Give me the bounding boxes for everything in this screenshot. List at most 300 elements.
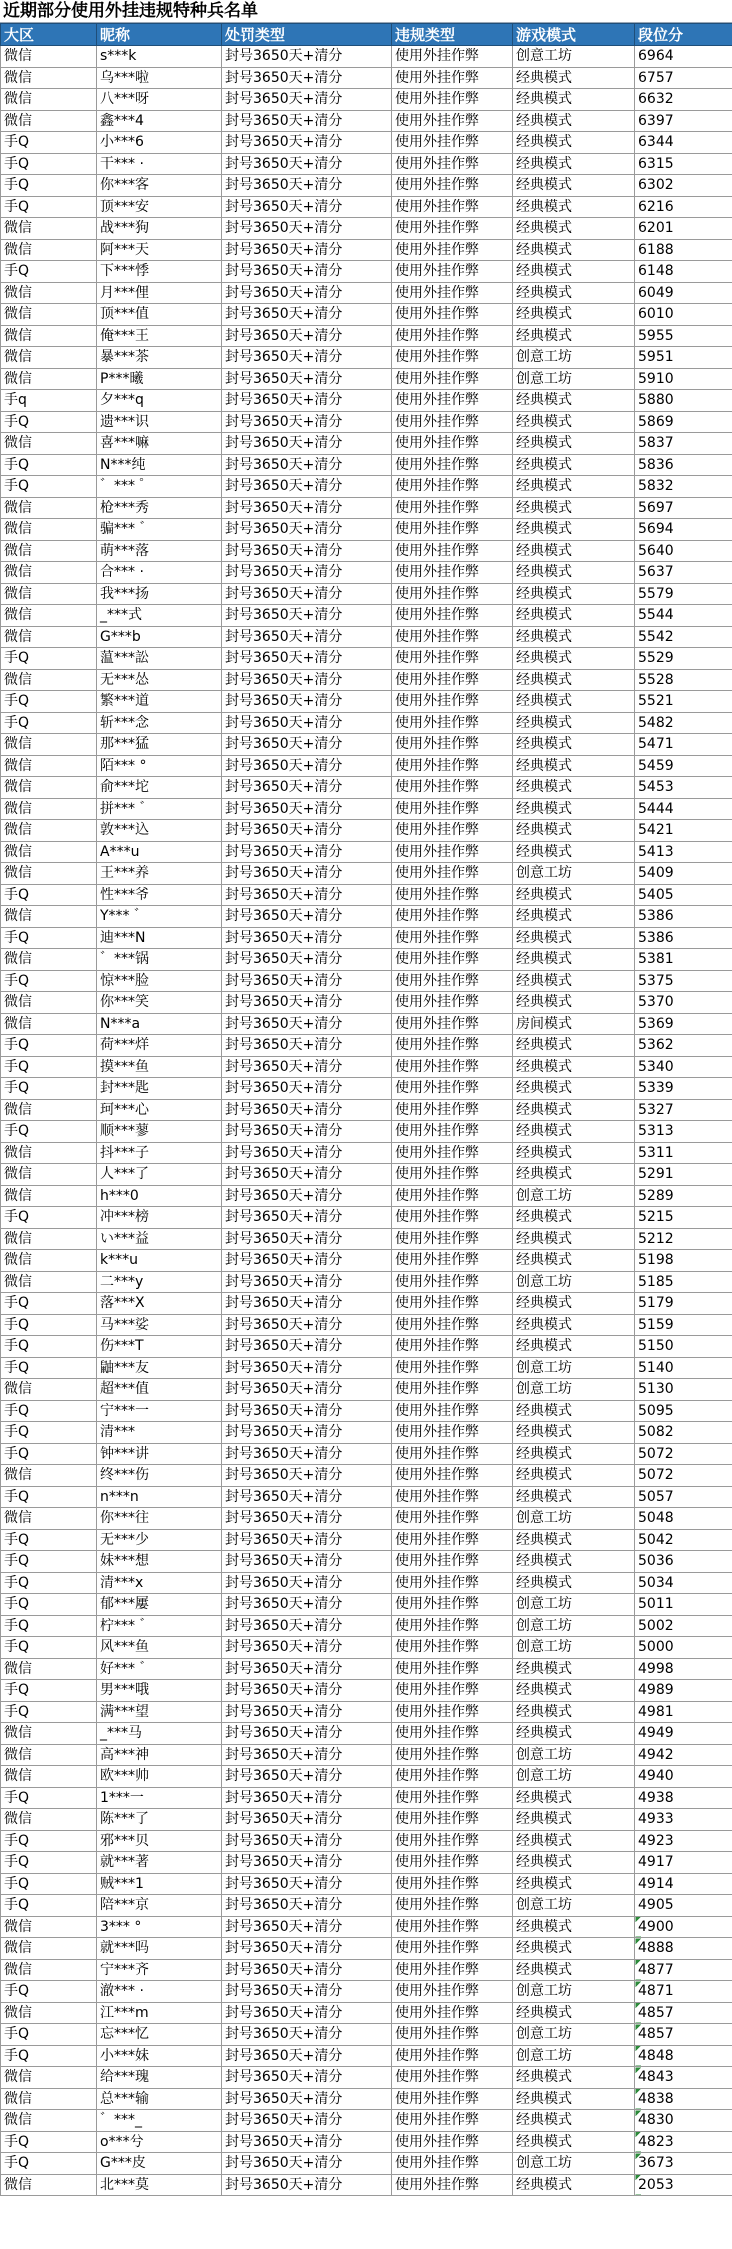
cell-violation-type[interactable]: 使用外挂作弊 bbox=[392, 626, 513, 648]
cell-nickname[interactable]: 干*** · bbox=[97, 153, 222, 175]
cell-region[interactable]: 手Q bbox=[1, 691, 97, 713]
cell-game-mode[interactable]: 经典模式 bbox=[513, 1099, 635, 1121]
cell-region[interactable]: 微信 bbox=[1, 2110, 97, 2132]
header-violation-type[interactable]: 违规类型 bbox=[392, 24, 513, 46]
cell-game-mode[interactable]: 经典模式 bbox=[513, 2002, 635, 2024]
cell-rank-score[interactable]: 5521 bbox=[635, 691, 732, 713]
cell-penalty-type[interactable]: 封号3650天+清分 bbox=[222, 1551, 392, 1573]
cell-nickname[interactable]: 欧***帅 bbox=[97, 1766, 222, 1788]
cell-game-mode[interactable]: 经典模式 bbox=[513, 949, 635, 971]
cell-penalty-type[interactable]: 封号3650天+清分 bbox=[222, 1250, 392, 1272]
cell-rank-score[interactable]: 4871 bbox=[635, 1981, 732, 2003]
cell-rank-score[interactable]: 6049 bbox=[635, 282, 732, 304]
cell-nickname[interactable]: k***u bbox=[97, 1250, 222, 1272]
cell-penalty-type[interactable]: 封号3650天+清分 bbox=[222, 949, 392, 971]
cell-penalty-type[interactable]: 封号3650天+清分 bbox=[222, 411, 392, 433]
cell-nickname[interactable]: N***a bbox=[97, 1013, 222, 1035]
cell-region[interactable]: 手Q bbox=[1, 1981, 97, 2003]
cell-penalty-type[interactable]: 封号3650天+清分 bbox=[222, 906, 392, 928]
cell-violation-type[interactable]: 使用外挂作弊 bbox=[392, 1099, 513, 1121]
cell-nickname[interactable]: 超***值 bbox=[97, 1379, 222, 1401]
cell-region[interactable]: 手Q bbox=[1, 132, 97, 154]
cell-region[interactable]: 微信 bbox=[1, 67, 97, 89]
cell-game-mode[interactable]: 经典模式 bbox=[513, 1443, 635, 1465]
cell-game-mode[interactable]: 经典模式 bbox=[513, 304, 635, 326]
cell-violation-type[interactable]: 使用外挂作弊 bbox=[392, 1228, 513, 1250]
cell-region[interactable]: 手Q bbox=[1, 1035, 97, 1057]
cell-region[interactable]: 手Q bbox=[1, 1078, 97, 1100]
cell-region[interactable]: 微信 bbox=[1, 562, 97, 584]
cell-region[interactable]: 手Q bbox=[1, 1357, 97, 1379]
cell-region[interactable]: 手Q bbox=[1, 1830, 97, 1852]
cell-violation-type[interactable]: 使用外挂作弊 bbox=[392, 1615, 513, 1637]
cell-violation-type[interactable]: 使用外挂作弊 bbox=[392, 1443, 513, 1465]
cell-rank-score[interactable]: 5637 bbox=[635, 562, 732, 584]
cell-penalty-type[interactable]: 封号3650天+清分 bbox=[222, 755, 392, 777]
cell-game-mode[interactable]: 创意工坊 bbox=[513, 347, 635, 369]
cell-nickname[interactable]: 敦***込 bbox=[97, 820, 222, 842]
cell-violation-type[interactable]: 使用外挂作弊 bbox=[392, 841, 513, 863]
cell-rank-score[interactable]: 5340 bbox=[635, 1056, 732, 1078]
cell-penalty-type[interactable]: 封号3650天+清分 bbox=[222, 970, 392, 992]
cell-nickname[interactable]: 乌***啦 bbox=[97, 67, 222, 89]
cell-region[interactable]: 手Q bbox=[1, 1293, 97, 1315]
cell-violation-type[interactable]: 使用外挂作弊 bbox=[392, 734, 513, 756]
cell-nickname[interactable]: 拼*** ゛ bbox=[97, 798, 222, 820]
cell-nickname[interactable]: s***k bbox=[97, 46, 222, 68]
cell-violation-type[interactable]: 使用外挂作弊 bbox=[392, 2110, 513, 2132]
cell-violation-type[interactable]: 使用外挂作弊 bbox=[392, 2174, 513, 2196]
cell-penalty-type[interactable]: 封号3650天+清分 bbox=[222, 820, 392, 842]
cell-nickname[interactable]: 冲***榜 bbox=[97, 1207, 222, 1229]
cell-game-mode[interactable]: 经典模式 bbox=[513, 325, 635, 347]
cell-region[interactable]: 微信 bbox=[1, 1228, 97, 1250]
cell-penalty-type[interactable]: 封号3650天+清分 bbox=[222, 798, 392, 820]
cell-violation-type[interactable]: 使用外挂作弊 bbox=[392, 1293, 513, 1315]
cell-violation-type[interactable]: 使用外挂作弊 bbox=[392, 2002, 513, 2024]
cell-game-mode[interactable]: 经典模式 bbox=[513, 476, 635, 498]
cell-violation-type[interactable]: 使用外挂作弊 bbox=[392, 755, 513, 777]
cell-rank-score[interactable]: 5542 bbox=[635, 626, 732, 648]
cell-rank-score[interactable]: 5159 bbox=[635, 1314, 732, 1336]
cell-game-mode[interactable]: 经典模式 bbox=[513, 218, 635, 240]
cell-region[interactable]: 手Q bbox=[1, 1314, 97, 1336]
cell-nickname[interactable]: 男***哦 bbox=[97, 1680, 222, 1702]
cell-penalty-type[interactable]: 封号3650天+清分 bbox=[222, 132, 392, 154]
cell-penalty-type[interactable]: 封号3650天+清分 bbox=[222, 1142, 392, 1164]
cell-rank-score[interactable]: 5212 bbox=[635, 1228, 732, 1250]
cell-game-mode[interactable]: 经典模式 bbox=[513, 1916, 635, 1938]
cell-violation-type[interactable]: 使用外挂作弊 bbox=[392, 1207, 513, 1229]
cell-game-mode[interactable]: 创意工坊 bbox=[513, 1615, 635, 1637]
cell-violation-type[interactable]: 使用外挂作弊 bbox=[392, 1164, 513, 1186]
cell-rank-score[interactable]: 5072 bbox=[635, 1443, 732, 1465]
cell-penalty-type[interactable]: 封号3650天+清分 bbox=[222, 777, 392, 799]
cell-nickname[interactable]: 俺***王 bbox=[97, 325, 222, 347]
cell-violation-type[interactable]: 使用外挂作弊 bbox=[392, 1185, 513, 1207]
cell-region[interactable]: 微信 bbox=[1, 1164, 97, 1186]
cell-rank-score[interactable]: 4848 bbox=[635, 2045, 732, 2067]
cell-game-mode[interactable]: 经典模式 bbox=[513, 605, 635, 627]
cell-nickname[interactable]: 陪***京 bbox=[97, 1895, 222, 1917]
cell-game-mode[interactable]: 经典模式 bbox=[513, 2110, 635, 2132]
cell-region[interactable]: 手Q bbox=[1, 1486, 97, 1508]
cell-region[interactable]: 手q bbox=[1, 390, 97, 412]
cell-violation-type[interactable]: 使用外挂作弊 bbox=[392, 691, 513, 713]
cell-rank-score[interactable]: 5000 bbox=[635, 1637, 732, 1659]
cell-nickname[interactable]: 北***莫 bbox=[97, 2174, 222, 2196]
cell-rank-score[interactable]: 5034 bbox=[635, 1572, 732, 1594]
cell-penalty-type[interactable]: 封号3650天+清分 bbox=[222, 1744, 392, 1766]
cell-violation-type[interactable]: 使用外挂作弊 bbox=[392, 1680, 513, 1702]
cell-penalty-type[interactable]: 封号3650天+清分 bbox=[222, 1336, 392, 1358]
cell-nickname[interactable]: 你***笑 bbox=[97, 992, 222, 1014]
cell-game-mode[interactable]: 经典模式 bbox=[513, 261, 635, 283]
cell-penalty-type[interactable]: 封号3650天+清分 bbox=[222, 1228, 392, 1250]
cell-game-mode[interactable]: 创意工坊 bbox=[513, 1981, 635, 2003]
cell-violation-type[interactable]: 使用外挂作弊 bbox=[392, 1744, 513, 1766]
cell-game-mode[interactable]: 经典模式 bbox=[513, 1164, 635, 1186]
cell-rank-score[interactable]: 4940 bbox=[635, 1766, 732, 1788]
cell-rank-score[interactable]: 5880 bbox=[635, 390, 732, 412]
cell-rank-score[interactable]: 4905 bbox=[635, 1895, 732, 1917]
cell-game-mode[interactable]: 经典模式 bbox=[513, 497, 635, 519]
cell-region[interactable]: 微信 bbox=[1, 1938, 97, 1960]
cell-violation-type[interactable]: 使用外挂作弊 bbox=[392, 562, 513, 584]
cell-penalty-type[interactable]: 封号3650天+清分 bbox=[222, 2045, 392, 2067]
cell-region[interactable]: 手Q bbox=[1, 476, 97, 498]
cell-violation-type[interactable]: 使用外挂作弊 bbox=[392, 2045, 513, 2067]
cell-region[interactable]: 手Q bbox=[1, 1852, 97, 1874]
cell-penalty-type[interactable]: 封号3650天+清分 bbox=[222, 1594, 392, 1616]
cell-nickname[interactable]: 摸***鱼 bbox=[97, 1056, 222, 1078]
cell-game-mode[interactable]: 创意工坊 bbox=[513, 863, 635, 885]
cell-region[interactable]: 手Q bbox=[1, 712, 97, 734]
cell-penalty-type[interactable]: 封号3650天+清分 bbox=[222, 261, 392, 283]
cell-rank-score[interactable]: 6757 bbox=[635, 67, 732, 89]
cell-penalty-type[interactable]: 封号3650天+清分 bbox=[222, 1873, 392, 1895]
cell-game-mode[interactable]: 经典模式 bbox=[513, 777, 635, 799]
cell-nickname[interactable]: 暴***茶 bbox=[97, 347, 222, 369]
cell-violation-type[interactable]: 使用外挂作弊 bbox=[392, 519, 513, 541]
cell-game-mode[interactable]: 经典模式 bbox=[513, 1465, 635, 1487]
cell-violation-type[interactable]: 使用外挂作弊 bbox=[392, 583, 513, 605]
cell-game-mode[interactable]: 创意工坊 bbox=[513, 1379, 635, 1401]
cell-nickname[interactable]: 澈*** · bbox=[97, 1981, 222, 2003]
cell-region[interactable]: 微信 bbox=[1, 1379, 97, 1401]
cell-nickname[interactable]: A***u bbox=[97, 841, 222, 863]
cell-region[interactable]: 手Q bbox=[1, 648, 97, 670]
cell-penalty-type[interactable]: 封号3650天+清分 bbox=[222, 2024, 392, 2046]
cell-penalty-type[interactable]: 封号3650天+清分 bbox=[222, 476, 392, 498]
cell-penalty-type[interactable]: 封号3650天+清分 bbox=[222, 691, 392, 713]
cell-violation-type[interactable]: 使用外挂作弊 bbox=[392, 1336, 513, 1358]
cell-violation-type[interactable]: 使用外挂作弊 bbox=[392, 390, 513, 412]
cell-region[interactable]: 手Q bbox=[1, 1572, 97, 1594]
cell-rank-score[interactable]: 6188 bbox=[635, 239, 732, 261]
cell-penalty-type[interactable]: 封号3650天+清分 bbox=[222, 2067, 392, 2089]
cell-region[interactable]: 微信 bbox=[1, 734, 97, 756]
cell-nickname[interactable]: 繁***道 bbox=[97, 691, 222, 713]
cell-violation-type[interactable]: 使用外挂作弊 bbox=[392, 261, 513, 283]
cell-nickname[interactable]: 人***了 bbox=[97, 1164, 222, 1186]
cell-game-mode[interactable]: 经典模式 bbox=[513, 110, 635, 132]
cell-violation-type[interactable]: 使用外挂作弊 bbox=[392, 1723, 513, 1745]
cell-violation-type[interactable]: 使用外挂作弊 bbox=[392, 347, 513, 369]
cell-nickname[interactable]: 蕰***訟 bbox=[97, 648, 222, 670]
cell-game-mode[interactable]: 经典模式 bbox=[513, 1809, 635, 1831]
cell-penalty-type[interactable]: 封号3650天+清分 bbox=[222, 1938, 392, 1960]
cell-nickname[interactable]: 郁***屢 bbox=[97, 1594, 222, 1616]
cell-game-mode[interactable]: 创意工坊 bbox=[513, 1637, 635, 1659]
cell-penalty-type[interactable]: 封号3650天+清分 bbox=[222, 1056, 392, 1078]
cell-region[interactable]: 手Q bbox=[1, 1121, 97, 1143]
cell-region[interactable]: 手Q bbox=[1, 153, 97, 175]
cell-nickname[interactable]: 贼***1 bbox=[97, 1873, 222, 1895]
cell-penalty-type[interactable]: 封号3650天+清分 bbox=[222, 390, 392, 412]
cell-penalty-type[interactable]: 封号3650天+清分 bbox=[222, 239, 392, 261]
cell-region[interactable]: 微信 bbox=[1, 1916, 97, 1938]
cell-violation-type[interactable]: 使用外挂作弊 bbox=[392, 1981, 513, 2003]
cell-game-mode[interactable]: 经典模式 bbox=[513, 1486, 635, 1508]
cell-rank-score[interactable]: 5910 bbox=[635, 368, 732, 390]
cell-violation-type[interactable]: 使用外挂作弊 bbox=[392, 89, 513, 111]
cell-penalty-type[interactable]: 封号3650天+清分 bbox=[222, 992, 392, 1014]
cell-penalty-type[interactable]: 封号3650天+清分 bbox=[222, 110, 392, 132]
cell-rank-score[interactable]: 5179 bbox=[635, 1293, 732, 1315]
cell-violation-type[interactable]: 使用外挂作弊 bbox=[392, 110, 513, 132]
cell-rank-score[interactable]: 5837 bbox=[635, 433, 732, 455]
cell-region[interactable]: 微信 bbox=[1, 540, 97, 562]
cell-region[interactable]: 微信 bbox=[1, 2174, 97, 2196]
cell-game-mode[interactable]: 经典模式 bbox=[513, 1873, 635, 1895]
cell-game-mode[interactable]: 经典模式 bbox=[513, 1572, 635, 1594]
cell-rank-score[interactable]: 6010 bbox=[635, 304, 732, 326]
cell-game-mode[interactable]: 经典模式 bbox=[513, 583, 635, 605]
cell-nickname[interactable]: 二***y bbox=[97, 1271, 222, 1293]
cell-rank-score[interactable]: 5082 bbox=[635, 1422, 732, 1444]
cell-nickname[interactable]: 宁***齐 bbox=[97, 1959, 222, 1981]
cell-violation-type[interactable]: 使用外挂作弊 bbox=[392, 540, 513, 562]
cell-region[interactable]: 微信 bbox=[1, 605, 97, 627]
cell-violation-type[interactable]: 使用外挂作弊 bbox=[392, 605, 513, 627]
cell-violation-type[interactable]: 使用外挂作弊 bbox=[392, 1809, 513, 1831]
cell-penalty-type[interactable]: 封号3650天+清分 bbox=[222, 2174, 392, 2196]
cell-rank-score[interactable]: 6632 bbox=[635, 89, 732, 111]
cell-rank-score[interactable]: 5095 bbox=[635, 1400, 732, 1422]
cell-penalty-type[interactable]: 封号3650天+清分 bbox=[222, 218, 392, 240]
cell-violation-type[interactable]: 使用外挂作弊 bbox=[392, 218, 513, 240]
cell-penalty-type[interactable]: 封号3650天+清分 bbox=[222, 841, 392, 863]
cell-violation-type[interactable]: 使用外挂作弊 bbox=[392, 46, 513, 68]
cell-nickname[interactable]: 忘***忆 bbox=[97, 2024, 222, 2046]
cell-game-mode[interactable]: 经典模式 bbox=[513, 282, 635, 304]
cell-penalty-type[interactable]: 封号3650天+清分 bbox=[222, 1099, 392, 1121]
cell-game-mode[interactable]: 创意工坊 bbox=[513, 1185, 635, 1207]
cell-region[interactable]: 手Q bbox=[1, 1422, 97, 1444]
cell-violation-type[interactable]: 使用外挂作弊 bbox=[392, 1250, 513, 1272]
cell-nickname[interactable]: 邪***贝 bbox=[97, 1830, 222, 1852]
cell-region[interactable]: 微信 bbox=[1, 777, 97, 799]
cell-penalty-type[interactable]: 封号3650天+清分 bbox=[222, 67, 392, 89]
header-penalty-type[interactable]: 处罚类型 bbox=[222, 24, 392, 46]
cell-rank-score[interactable]: 4888 bbox=[635, 1938, 732, 1960]
cell-game-mode[interactable]: 经典模式 bbox=[513, 712, 635, 734]
cell-game-mode[interactable]: 经典模式 bbox=[513, 239, 635, 261]
cell-violation-type[interactable]: 使用外挂作弊 bbox=[392, 1916, 513, 1938]
cell-violation-type[interactable]: 使用外挂作弊 bbox=[392, 992, 513, 1014]
cell-violation-type[interactable]: 使用外挂作弊 bbox=[392, 1658, 513, 1680]
cell-penalty-type[interactable]: 封号3650天+清分 bbox=[222, 433, 392, 455]
cell-rank-score[interactable]: 4981 bbox=[635, 1701, 732, 1723]
cell-nickname[interactable]: 俞***坨 bbox=[97, 777, 222, 799]
cell-rank-score[interactable]: 5528 bbox=[635, 669, 732, 691]
cell-violation-type[interactable]: 使用外挂作弊 bbox=[392, 798, 513, 820]
cell-nickname[interactable]: 喜***嘛 bbox=[97, 433, 222, 455]
cell-game-mode[interactable]: 经典模式 bbox=[513, 1035, 635, 1057]
cell-rank-score[interactable]: 4823 bbox=[635, 2131, 732, 2153]
cell-region[interactable]: 微信 bbox=[1, 2002, 97, 2024]
cell-nickname[interactable]: 顺***蓼 bbox=[97, 1121, 222, 1143]
cell-rank-score[interactable]: 5413 bbox=[635, 841, 732, 863]
header-game-mode[interactable]: 游戏模式 bbox=[513, 24, 635, 46]
cell-region[interactable]: 微信 bbox=[1, 820, 97, 842]
cell-violation-type[interactable]: 使用外挂作弊 bbox=[392, 949, 513, 971]
cell-game-mode[interactable]: 经典模式 bbox=[513, 1142, 635, 1164]
cell-game-mode[interactable]: 经典模式 bbox=[513, 970, 635, 992]
cell-nickname[interactable]: 宁***一 bbox=[97, 1400, 222, 1422]
cell-game-mode[interactable]: 经典模式 bbox=[513, 1314, 635, 1336]
cell-rank-score[interactable]: 4998 bbox=[635, 1658, 732, 1680]
cell-game-mode[interactable]: 经典模式 bbox=[513, 648, 635, 670]
cell-region[interactable]: 手Q bbox=[1, 454, 97, 476]
cell-penalty-type[interactable]: 封号3650天+清分 bbox=[222, 863, 392, 885]
cell-region[interactable]: 手Q bbox=[1, 2153, 97, 2175]
cell-region[interactable]: 微信 bbox=[1, 1658, 97, 1680]
cell-penalty-type[interactable]: 封号3650天+清分 bbox=[222, 1787, 392, 1809]
cell-rank-score[interactable]: 5955 bbox=[635, 325, 732, 347]
cell-penalty-type[interactable]: 封号3650天+清分 bbox=[222, 519, 392, 541]
cell-violation-type[interactable]: 使用外挂作弊 bbox=[392, 1121, 513, 1143]
cell-penalty-type[interactable]: 封号3650天+清分 bbox=[222, 1078, 392, 1100]
cell-region[interactable]: 手Q bbox=[1, 411, 97, 433]
cell-nickname[interactable]: 夕***q bbox=[97, 390, 222, 412]
cell-game-mode[interactable]: 创意工坊 bbox=[513, 2045, 635, 2067]
cell-rank-score[interactable]: 5339 bbox=[635, 1078, 732, 1100]
cell-region[interactable]: 微信 bbox=[1, 992, 97, 1014]
cell-penalty-type[interactable]: 封号3650天+清分 bbox=[222, 368, 392, 390]
cell-penalty-type[interactable]: 封号3650天+清分 bbox=[222, 347, 392, 369]
cell-nickname[interactable]: 枪***秀 bbox=[97, 497, 222, 519]
cell-violation-type[interactable]: 使用外挂作弊 bbox=[392, 497, 513, 519]
cell-violation-type[interactable]: 使用外挂作弊 bbox=[392, 1830, 513, 1852]
cell-violation-type[interactable]: 使用外挂作弊 bbox=[392, 433, 513, 455]
cell-penalty-type[interactable]: 封号3650天+清分 bbox=[222, 1486, 392, 1508]
cell-rank-score[interactable]: 6216 bbox=[635, 196, 732, 218]
cell-rank-score[interactable]: 2053 bbox=[635, 2174, 732, 2196]
cell-nickname[interactable]: 3*** ° bbox=[97, 1916, 222, 1938]
cell-penalty-type[interactable]: 封号3650天+清分 bbox=[222, 1400, 392, 1422]
cell-nickname[interactable]: 斩***念 bbox=[97, 712, 222, 734]
cell-rank-score[interactable]: 5042 bbox=[635, 1529, 732, 1551]
cell-rank-score[interactable]: 5036 bbox=[635, 1551, 732, 1573]
cell-nickname[interactable]: 小***妹 bbox=[97, 2045, 222, 2067]
cell-penalty-type[interactable]: 封号3650天+清分 bbox=[222, 927, 392, 949]
cell-region[interactable]: 手Q bbox=[1, 1895, 97, 1917]
cell-rank-score[interactable]: 5215 bbox=[635, 1207, 732, 1229]
cell-game-mode[interactable]: 创意工坊 bbox=[513, 2153, 635, 2175]
cell-nickname[interactable]: 马***娑 bbox=[97, 1314, 222, 1336]
cell-game-mode[interactable]: 经典模式 bbox=[513, 2131, 635, 2153]
cell-region[interactable]: 手Q bbox=[1, 1400, 97, 1422]
cell-penalty-type[interactable]: 封号3650天+清分 bbox=[222, 196, 392, 218]
cell-rank-score[interactable]: 4917 bbox=[635, 1852, 732, 1874]
cell-violation-type[interactable]: 使用外挂作弊 bbox=[392, 1379, 513, 1401]
cell-rank-score[interactable]: 6964 bbox=[635, 46, 732, 68]
cell-game-mode[interactable]: 经典模式 bbox=[513, 1056, 635, 1078]
cell-penalty-type[interactable]: 封号3650天+清分 bbox=[222, 669, 392, 691]
cell-rank-score[interactable]: 5369 bbox=[635, 1013, 732, 1035]
cell-violation-type[interactable]: 使用外挂作弊 bbox=[392, 1766, 513, 1788]
cell-game-mode[interactable]: 经典模式 bbox=[513, 175, 635, 197]
cell-region[interactable]: 手Q bbox=[1, 1594, 97, 1616]
cell-region[interactable]: 微信 bbox=[1, 347, 97, 369]
cell-violation-type[interactable]: 使用外挂作弊 bbox=[392, 1486, 513, 1508]
cell-rank-score[interactable]: 5544 bbox=[635, 605, 732, 627]
cell-region[interactable]: 微信 bbox=[1, 669, 97, 691]
cell-game-mode[interactable]: 经典模式 bbox=[513, 927, 635, 949]
cell-rank-score[interactable]: 5057 bbox=[635, 1486, 732, 1508]
cell-penalty-type[interactable]: 封号3650天+清分 bbox=[222, 626, 392, 648]
cell-penalty-type[interactable]: 封号3650天+清分 bbox=[222, 1959, 392, 1981]
cell-nickname[interactable]: 陌*** ° bbox=[97, 755, 222, 777]
cell-game-mode[interactable]: 经典模式 bbox=[513, 67, 635, 89]
cell-violation-type[interactable]: 使用外挂作弊 bbox=[392, 282, 513, 304]
cell-region[interactable]: 微信 bbox=[1, 2067, 97, 2089]
cell-nickname[interactable]: 柠*** ゛ bbox=[97, 1615, 222, 1637]
cell-game-mode[interactable]: 创意工坊 bbox=[513, 1594, 635, 1616]
cell-region[interactable]: 微信 bbox=[1, 1013, 97, 1035]
cell-penalty-type[interactable]: 封号3650天+清分 bbox=[222, 540, 392, 562]
cell-penalty-type[interactable]: 封号3650天+清分 bbox=[222, 1981, 392, 2003]
cell-region[interactable]: 微信 bbox=[1, 110, 97, 132]
cell-region[interactable]: 微信 bbox=[1, 89, 97, 111]
cell-game-mode[interactable]: 经典模式 bbox=[513, 1121, 635, 1143]
cell-violation-type[interactable]: 使用外挂作弊 bbox=[392, 1271, 513, 1293]
cell-violation-type[interactable]: 使用外挂作弊 bbox=[392, 906, 513, 928]
cell-rank-score[interactable]: 4933 bbox=[635, 1809, 732, 1831]
header-region[interactable]: 大区 bbox=[1, 24, 97, 46]
cell-violation-type[interactable]: 使用外挂作弊 bbox=[392, 1400, 513, 1422]
cell-nickname[interactable]: 顶***值 bbox=[97, 304, 222, 326]
cell-violation-type[interactable]: 使用外挂作弊 bbox=[392, 1078, 513, 1100]
cell-penalty-type[interactable]: 封号3650天+清分 bbox=[222, 1508, 392, 1530]
cell-nickname[interactable]: 清*** bbox=[97, 1422, 222, 1444]
cell-penalty-type[interactable]: 封号3650天+清分 bbox=[222, 605, 392, 627]
cell-game-mode[interactable]: 经典模式 bbox=[513, 2088, 635, 2110]
cell-penalty-type[interactable]: 封号3650天+清分 bbox=[222, 1680, 392, 1702]
cell-violation-type[interactable]: 使用外挂作弊 bbox=[392, 454, 513, 476]
cell-rank-score[interactable]: 5421 bbox=[635, 820, 732, 842]
cell-game-mode[interactable]: 经典模式 bbox=[513, 1852, 635, 1874]
cell-nickname[interactable]: o***兮 bbox=[97, 2131, 222, 2153]
cell-region[interactable]: 微信 bbox=[1, 304, 97, 326]
cell-game-mode[interactable]: 经典模式 bbox=[513, 884, 635, 906]
cell-penalty-type[interactable]: 封号3650天+清分 bbox=[222, 1443, 392, 1465]
cell-game-mode[interactable]: 经典模式 bbox=[513, 1250, 635, 1272]
cell-penalty-type[interactable]: 封号3650天+清分 bbox=[222, 46, 392, 68]
cell-rank-score[interactable]: 5381 bbox=[635, 949, 732, 971]
